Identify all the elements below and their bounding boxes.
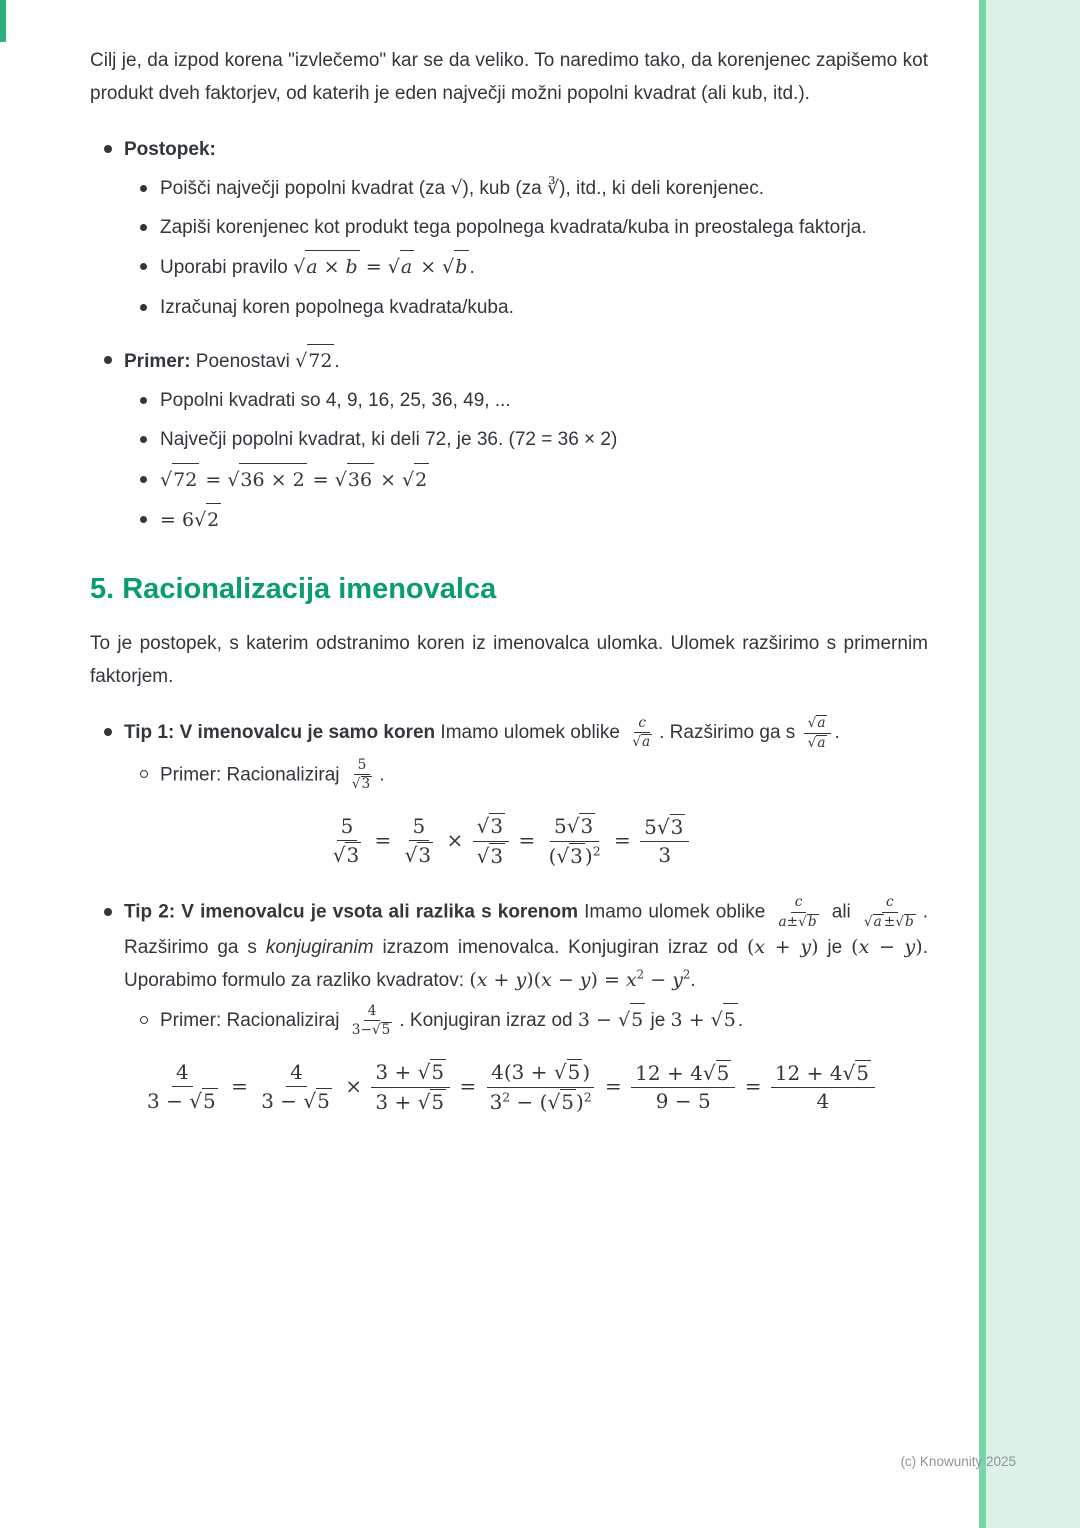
math-run: √a × b = √a × √b (293, 256, 469, 278)
text-run: . Razširimo ga s (659, 722, 801, 744)
step-item (140, 423, 928, 456)
text-run: ), kub (za (462, 177, 548, 199)
text-run: izrazom imenovalca. Konjugiran izraz od (373, 936, 747, 958)
text-run: . (737, 1010, 744, 1032)
equation-1 (90, 813, 928, 869)
step-text: Največji popolni kvadrat, ki deli 72, je 36. (72 = 36 × 2) (160, 429, 618, 451)
text-run: . (334, 350, 340, 372)
step-item (140, 463, 928, 497)
step-item (140, 384, 928, 417)
tip2-item (90, 895, 928, 997)
text-run: . (690, 970, 696, 992)
step-item (140, 172, 928, 205)
sqrt-icon: √ (450, 176, 463, 199)
primer-item (90, 344, 928, 378)
tip2-label: Tip 2: V imenovalcu je vsota ali razlika s korenom (124, 902, 579, 924)
text-run: je (645, 1010, 671, 1032)
step-item (140, 291, 928, 324)
circle-bullet-icon (140, 1003, 160, 1036)
emphasized-term: konjugiranim (265, 936, 374, 958)
text-run: . (379, 764, 385, 786)
tip1-label: Tip 1: V imenovalcu je samo koren (124, 722, 436, 744)
text-run: ali (825, 902, 857, 924)
math-run: $\frac{4}{3-√5}$ (351, 1002, 391, 1039)
math-run: $\frac{c}{√a}$ (632, 714, 651, 751)
text-run: . (469, 257, 475, 279)
step-text (160, 172, 928, 205)
math-run: $\frac{c}{a\pm√b}$ (778, 894, 817, 931)
text-run: . (834, 722, 840, 744)
text-run: Imamo ulomek oblike (435, 722, 626, 744)
bullet-icon (140, 211, 160, 244)
text-run: . Razširimo ga s (124, 902, 929, 958)
cbrt-icon: ∛ (547, 176, 560, 199)
text-run: . Konjugiran izraz od (399, 1010, 578, 1032)
bullet-icon (140, 463, 160, 496)
step-item (140, 503, 928, 537)
equation-2 (90, 1059, 928, 1115)
step-text (160, 463, 928, 497)
example-text (160, 758, 928, 793)
tip2-examples (90, 1003, 928, 1039)
step-item (140, 250, 928, 284)
primer-steps (90, 384, 928, 537)
text-run: Uporabi pravilo (160, 257, 294, 279)
tip1-examples (90, 758, 928, 793)
step-text: Zapiši korenjenec kot produkt tega popolnega kvadrata/kuba in preostalega faktorja. (160, 217, 867, 238)
math-run: $\frac{c}{√a \pm√b}$ (863, 894, 914, 931)
bullet-icon (104, 715, 124, 748)
step-text: Izračunaj koren popolnega kvadrata/kuba. (160, 296, 514, 318)
text-run: Poenostavi (190, 350, 296, 372)
bullet-icon (140, 384, 160, 417)
bullet-icon (104, 133, 124, 166)
step-text: Popolni kvadrati so 4, 9, 16, 25, 36, 49, ... (160, 390, 511, 411)
math-equation: $\frac{4}{3 - √5}$ = $\frac{4}{3 - √5}$ × $\frac{3 + √5}{3 + √5}$ = $\frac{4(3 + √5 )}{3^2 - (√5 )^2}$ = $\frac{12 + 4√5}{9 - 5}$ = $\frac{12 + 4√5}{4}$ (140, 1074, 878, 1098)
tip2-example-item (140, 1003, 928, 1039)
text-run: ), itd., ki deli korenjenec. (559, 177, 764, 199)
text-run: Poišči največji popolni kvadrat (za (160, 177, 451, 199)
footer-credit: (c) Knowunity 2025 (900, 1453, 1016, 1469)
primer-text (124, 344, 928, 378)
text-run: Primer: Racionaliziraj (160, 1010, 345, 1032)
postopek-item (90, 133, 928, 166)
math-run: (x + y) (746, 935, 819, 958)
postopek-steps (90, 172, 928, 324)
math-run: $(x + y)(x - y) = x^2 - y^2$ (469, 967, 691, 992)
tip1-text (124, 715, 928, 751)
math-run: $\frac{√a}{√a}$ (801, 721, 835, 743)
primer-label: Primer: (124, 350, 191, 372)
text-run: je (818, 936, 852, 958)
bullet-icon (104, 895, 124, 928)
intro-paragraph: Cilj je, da izpod korena "izvlečemo" kar se da veliko. To naredimo tako, da korenjenec zapišemo kot produkt dveh faktorjev, od katerih je eden največji možni popolni kvadrat (ali kub, itd.). (90, 50, 928, 105)
bullet-icon (140, 291, 160, 324)
math-run: 3 − √5 (578, 1009, 645, 1031)
bullet-icon (104, 344, 124, 377)
section-intro-paragraph: To je postopek, s katerim odstranimo koren iz imenovalca ulomka. Ulomek razširimo s primernim faktorjem. (90, 632, 928, 687)
text-run: . Uporabimo formulo za razliko kvadratov: (124, 936, 928, 992)
bullet-icon (140, 172, 160, 205)
math-run: = 6√2 (160, 509, 221, 531)
postopek-label: Postopek: (124, 138, 216, 160)
bullet-icon (140, 250, 160, 283)
tip1-item (90, 715, 928, 751)
step-text (160, 503, 928, 537)
circle-bullet-icon (140, 758, 160, 791)
text-run: Imamo ulomek oblike (578, 902, 772, 924)
step-item (140, 211, 928, 244)
section-heading: 5. Racionalizacija imenovalca (90, 573, 497, 605)
tip1-example-item (140, 758, 928, 793)
math-run: √72 = √36 × 2 = √36 × √2 (160, 469, 429, 491)
example-text (160, 1003, 928, 1039)
step-text (160, 250, 928, 284)
bullet-icon (140, 503, 160, 536)
tip2-text (124, 895, 928, 997)
math-equation: $\frac{5}{√3}$ = $\frac{5}{√3}$ × $\frac{√3}{√3}$ = $\frac{5√3}{(√3 )^2}$ = $\frac{5√3}{3}$ (326, 828, 693, 852)
math-run: 3 + √5 (671, 1009, 738, 1031)
postopek-label-line (124, 133, 928, 166)
math-run: $\frac{5}{√3}$ (351, 756, 371, 793)
math-run: √72 (295, 350, 334, 372)
math-run: (x − y) (851, 935, 923, 958)
bullet-icon (140, 423, 160, 456)
text-run: Primer: Racionaliziraj (160, 764, 345, 786)
